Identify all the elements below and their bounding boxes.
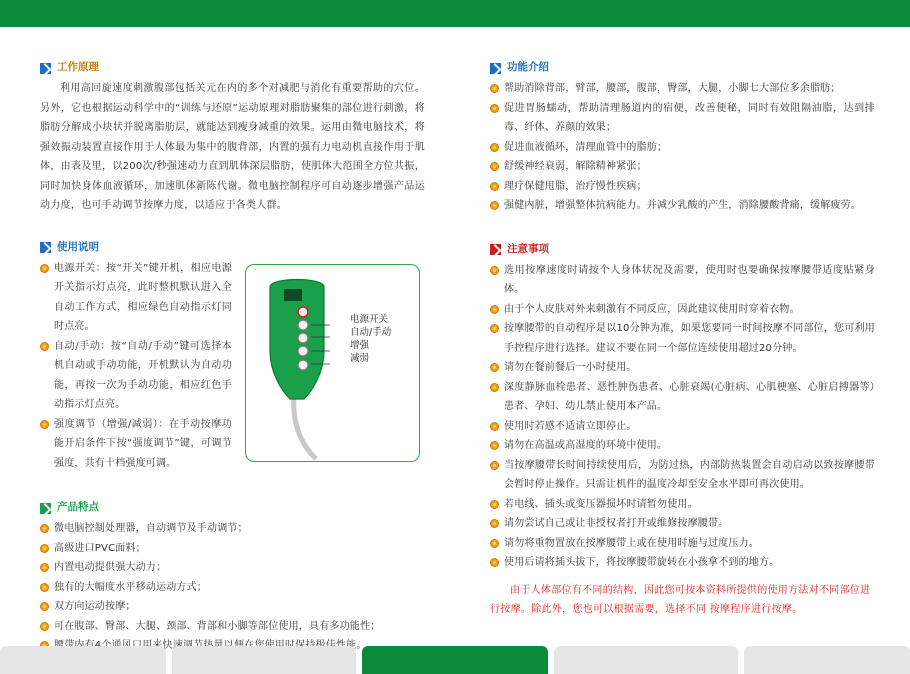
usage-heading [40,240,425,256]
orange-bullet-icon [490,266,499,275]
bottom-tab-3 [362,646,548,674]
usage-title: 使用说明 [57,240,99,253]
list-item: 双方向运动按摩； [40,597,425,617]
orange-bullet-icon [40,583,49,592]
orange-bullet-icon [40,544,49,553]
list-item: 请勿将重物置放在按摩腰带上或在使用时施与过度压力。 [490,534,875,554]
orange-bullet-icon [490,324,499,333]
list-item: 请勿在餐前餐后一小时使用。 [490,358,875,378]
orange-bullet-icon [490,104,499,113]
list-item: 自动/手动：按“自动/手动”键可选择本机自动或手动功能，开机默认为自动功能，再按一次为手动功能，相应红色手动指示灯点亮。 [40,337,232,415]
bottom-tab-2 [172,646,356,674]
list-item: 若电线、插头或变压器损坏时请暂勿使用。 [490,495,875,515]
orange-bullet-icon [40,524,49,533]
notes-list [490,261,875,573]
orange-bullet-icon [490,201,499,210]
features-title: 产品特点 [57,501,99,514]
principle-title: 工作原理 [57,61,99,74]
list-item: 使用后请将插头拔下，将按摩腰带旋转在小孩拿不到的地方。 [490,553,875,573]
orange-bullet-icon [40,342,49,351]
list-item: 深度静脉血栓患者、恶性肿伤患者、心脏衰竭(心脏病、心肌梗塞、心脏启搏器等）患者、孕妇、幼儿禁止使用本产品。 [490,378,875,417]
orange-bullet-icon [490,363,499,372]
notes-heading [490,242,875,258]
principle-heading [40,60,425,76]
bottom-tab-1 [0,646,166,674]
functions-heading [490,60,875,76]
orange-bullet-icon [490,441,499,450]
orange-bullet-icon [490,305,499,314]
list-item: 请勿在高温或高湿度的环境中使用。 [490,436,875,456]
orange-bullet-icon [40,602,49,611]
list-item: 由于个人皮肤对外来刺激有不同反应，因此建议使用时穿着衣物。 [490,300,875,320]
orange-bullet-icon [40,622,49,631]
label-decrease: 减弱 [350,353,370,364]
orange-bullet-icon [490,143,499,152]
bottom-tab-5 [744,646,910,674]
list-item: 促进血液循环，清理血管中的脂肪； [490,138,875,158]
orange-bullet-icon [490,500,499,509]
blue-arrow-icon [40,242,51,253]
orange-bullet-icon [490,422,499,431]
list-item: 帮助消除背部，臂部，腰部，腹部，臀部，大腿，小脚七大部位多余脂肪； [490,79,875,99]
list-item: 内置电动提供强大动力； [40,558,425,578]
orange-bullet-icon [490,519,499,528]
blue-arrow-icon [490,63,501,74]
list-item: 请勿尝试自己或让非授权者打开或维修按摩腰带。 [490,514,875,534]
label-increase: 增强 [350,340,370,351]
list-item: 按摩腰带的自动程序是以10分钟为准，如果您要同一时间按摩不同部位，您可利用手控程序进行选择。建议不要在同一个部位连续使用超过20分钟。 [490,319,875,358]
closing-note: 由于人体部位有不同的结构，因此您可按本资料所提供的使用方法对不同部位进行按摩。除此外，您也可以根据需要，选择不同 按摩程序进行按摩。 [490,584,871,615]
orange-bullet-icon [490,162,499,171]
top-banner [0,0,910,27]
list-item: 使用时若感不适请立即停止。 [490,417,875,437]
label-auto-manual: 自动/手动 [350,327,392,338]
orange-bullet-icon [490,182,499,191]
features-heading [40,500,425,516]
list-item: 独有的大幅度水平移动运动方式； [40,578,425,598]
features-list [40,519,425,656]
usage-list [40,259,232,474]
list-item: 可在腹部、臀部、大腿、颈部、背部和小脚等部位使用，具有多功能性； [40,617,425,637]
remote-labels [350,313,391,365]
orange-bullet-icon [490,461,499,470]
list-item: 电源开关：按“开关”键开机，相应电源开关指示灯点亮，此时整机默认进入全自动工作方式，相应绿色自动指示灯同时点亮。 [40,259,232,337]
functions-title: 功能介绍 [507,61,549,74]
list-item: 理疗保健甩脂，治疗慢性疾病； [490,177,875,197]
list-item: 微电脑控制处理器，自动调节及手动调节； [40,519,425,539]
label-power: 电源开关 [350,314,389,325]
right-column [490,60,875,620]
list-item: 强度调节（增强/减弱）：在手动按摩功能开启条件下按“强度调节”键，可调节强度，共有十档强度可调。 [40,415,232,474]
orange-bullet-icon [490,383,499,392]
remote-illustration [245,264,420,462]
list-item: 高级进口PVC面料； [40,539,425,559]
orange-bullet-icon [490,558,499,567]
remote-control-icon [264,273,330,463]
red-arrow-icon [490,244,501,255]
orange-bullet-icon [40,420,49,429]
list-item: 舒缓神经衰弱，解除精神紧张； [490,157,875,177]
notes-title: 注意事项 [507,242,549,255]
orange-bullet-icon [490,539,499,548]
orange-bullet-icon [40,563,49,572]
list-item: 强健内脏，增强整体抗病能力。并减少乳酸的产生，消除腰酸背痛，缓解疲劳。 [490,196,875,216]
principle-text: 利用高回旋速度刺激腹部包括关元在内的多个对减肥与消化有重要帮助的穴位。另外，它也根据运动科学中的“训练与还原”运动原理对脂肪聚集的部位进行刺激，将脂肪分解成小块状并脱离脂肪层，就能达到瘦身减重的效果。运用由微电脑技术，将强效振动装置直接作用于人体最为集中的腹背部，内置的强有力电动机直接作用于肌体，由表及里，以200次/秒强速动力直到肌体深层脂肪，使肌体大范围全方位共振，同时加快身体血液循环，加速肌体新陈代谢。微电脑控制程序可自动逐步增强产品运动力度，也可手动调节按摩力度，以适应于各类人群。 [40,83,425,211]
functions-list [490,79,875,216]
orange-bullet-icon [490,84,499,93]
orange-bullet-icon [40,264,49,273]
list-item: 促进胃肠蠕动，帮助清理肠道内的宿便，改善便秘，同时有效阻隔油脂，达到排毒、纤体、养颜的效果； [490,99,875,138]
list-item: 当按摩腰带长时间持续使用后，为防过热，内部防热装置会自动启动以致按摩腰带会暂时停止操作。只需让机件的温度冷却至安全水平即可再次使用。 [490,456,875,495]
green-arrow-icon [40,503,51,514]
list-item: 选用按摩速度时请按个人身体状况及需要，使用时也要确保按摩腰带适度贴紧身体。 [490,261,875,300]
blue-arrow-icon [40,63,51,74]
bottom-tab-4 [554,646,738,674]
